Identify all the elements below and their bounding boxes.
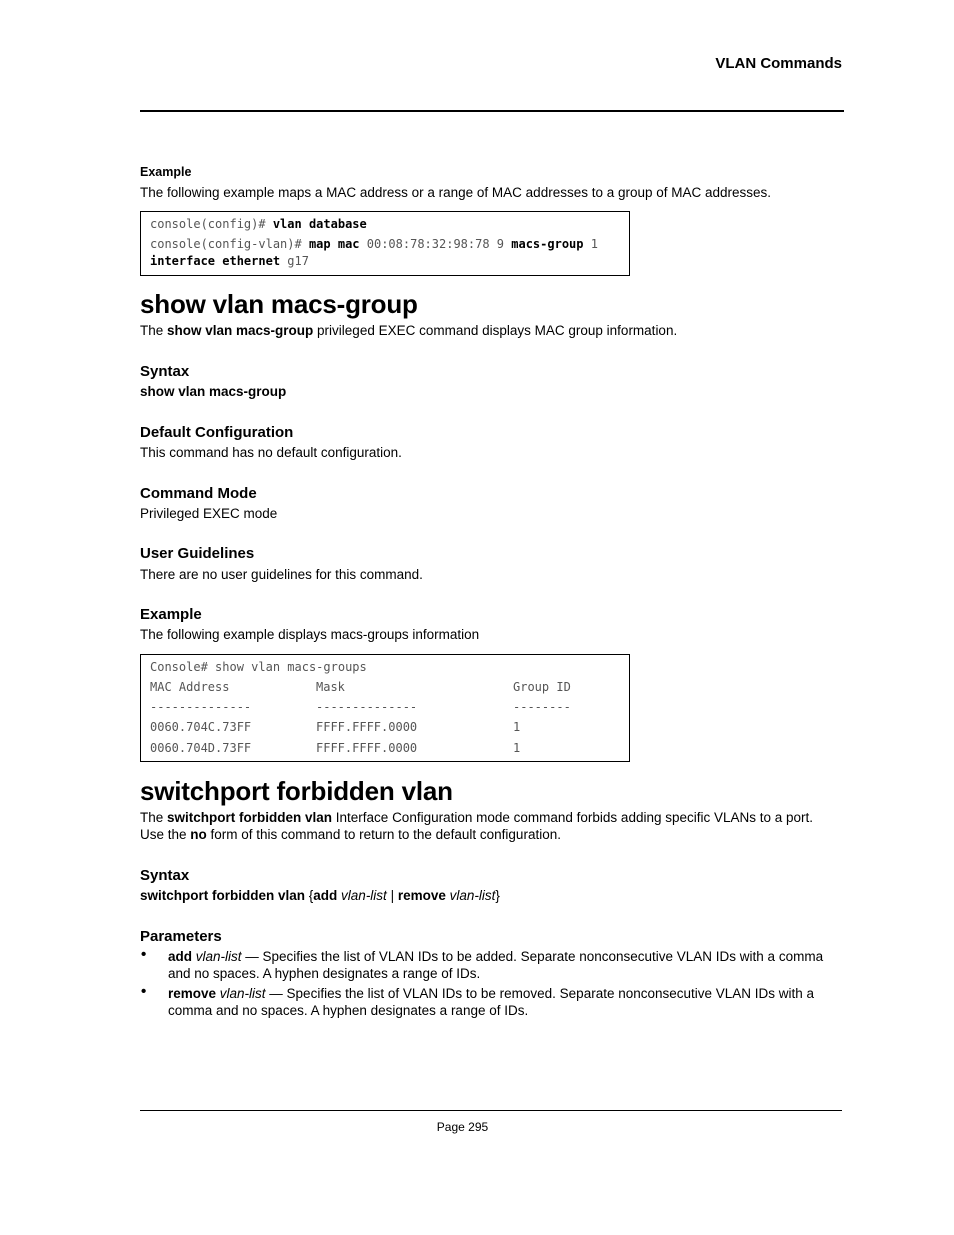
table-cell-mask: FFFF.FFFF.0000 (316, 720, 418, 734)
column-header-mac-address: MAC Address (150, 680, 230, 694)
code-line-3: interface ethernet g17 (150, 254, 309, 268)
console-command: Console# show vlan macs-groups (150, 660, 367, 674)
running-header-title: VLAN Commands (715, 55, 842, 72)
table-cell-mac: 0060.704C.73FF (150, 720, 252, 734)
command-mode-text: Privileged EXEC mode (140, 506, 278, 521)
example-heading: Example (140, 606, 202, 623)
example-text: The following example displays macs-groups information (140, 627, 480, 642)
parameters-heading: Parameters (140, 928, 222, 945)
code-block-map-mac (140, 211, 630, 276)
example-label: Example (140, 165, 192, 179)
footer-rule (140, 1110, 842, 1111)
syntax-text: show vlan macs-group (140, 384, 287, 399)
command-description-line-2: Use the no form of this command to return to the default configuration. (140, 827, 561, 842)
header-rule (140, 110, 844, 112)
code-line-2: console(config-vlan)# map mac 00:08:78:32:98:78 9 macs-group 1 (150, 237, 598, 251)
default-config-heading: Default Configuration (140, 424, 294, 441)
user-guidelines-text: There are no user guidelines for this command. (140, 567, 423, 582)
syntax-text: switchport forbidden vlan {add vlan-list | remove vlan-list} (140, 888, 500, 903)
column-header-mask: Mask (316, 680, 345, 694)
page-number: Page 295 (436, 1120, 489, 1134)
command-description: The show vlan macs-group privileged EXEC command displays MAC group information. (140, 323, 678, 338)
command-title-switchport-forbidden-vlan: switchport forbidden vlan (140, 776, 453, 806)
table-cell-group-id: 1 (513, 720, 521, 734)
table-cell-mac: 0060.704D.73FF (150, 741, 252, 755)
parameter-remove-line-2: comma and no spaces. A hyphen designates a range of IDs. (168, 1003, 529, 1018)
syntax-heading: Syntax (140, 867, 190, 884)
table-cell-group-id: 1 (513, 741, 521, 755)
command-title-show-vlan-macs-group: show vlan macs-group (140, 289, 418, 319)
table-cell-mask: FFFF.FFFF.0000 (316, 741, 418, 755)
code-line-1: console(config)# vlan database (150, 217, 367, 231)
parameter-remove-line-1: remove vlan-list — Specifies the list of VLAN IDs to be removed. Separate nonconsecutive VLAN IDs with a (168, 986, 815, 1001)
column-divider: -------- (513, 700, 571, 714)
bullet-marker: • (141, 983, 147, 1000)
column-divider: -------------- (316, 700, 418, 714)
column-divider: -------------- (150, 700, 252, 714)
command-mode-heading: Command Mode (140, 485, 257, 502)
example-intro: The following example maps a MAC address or a range of MAC addresses to a group of MAC addresses. (140, 185, 772, 200)
default-config-text: This command has no default configuration. (140, 445, 402, 460)
bullet-marker: • (141, 946, 147, 963)
command-description-line-1: The switchport forbidden vlan Interface Configuration mode command forbids adding specific VLANs to a port. (140, 810, 814, 825)
parameter-add-line-1: add vlan-list — Specifies the list of VLAN IDs to be added. Separate nonconsecutive VLAN IDs with a comma (168, 949, 824, 964)
syntax-heading: Syntax (140, 363, 190, 380)
column-header-group-id: Group ID (513, 680, 571, 694)
parameter-add-line-2: and no spaces. A hyphen designates a range of IDs. (168, 966, 481, 981)
user-guidelines-heading: User Guidelines (140, 545, 255, 562)
code-block-show-macs-groups (140, 654, 630, 762)
